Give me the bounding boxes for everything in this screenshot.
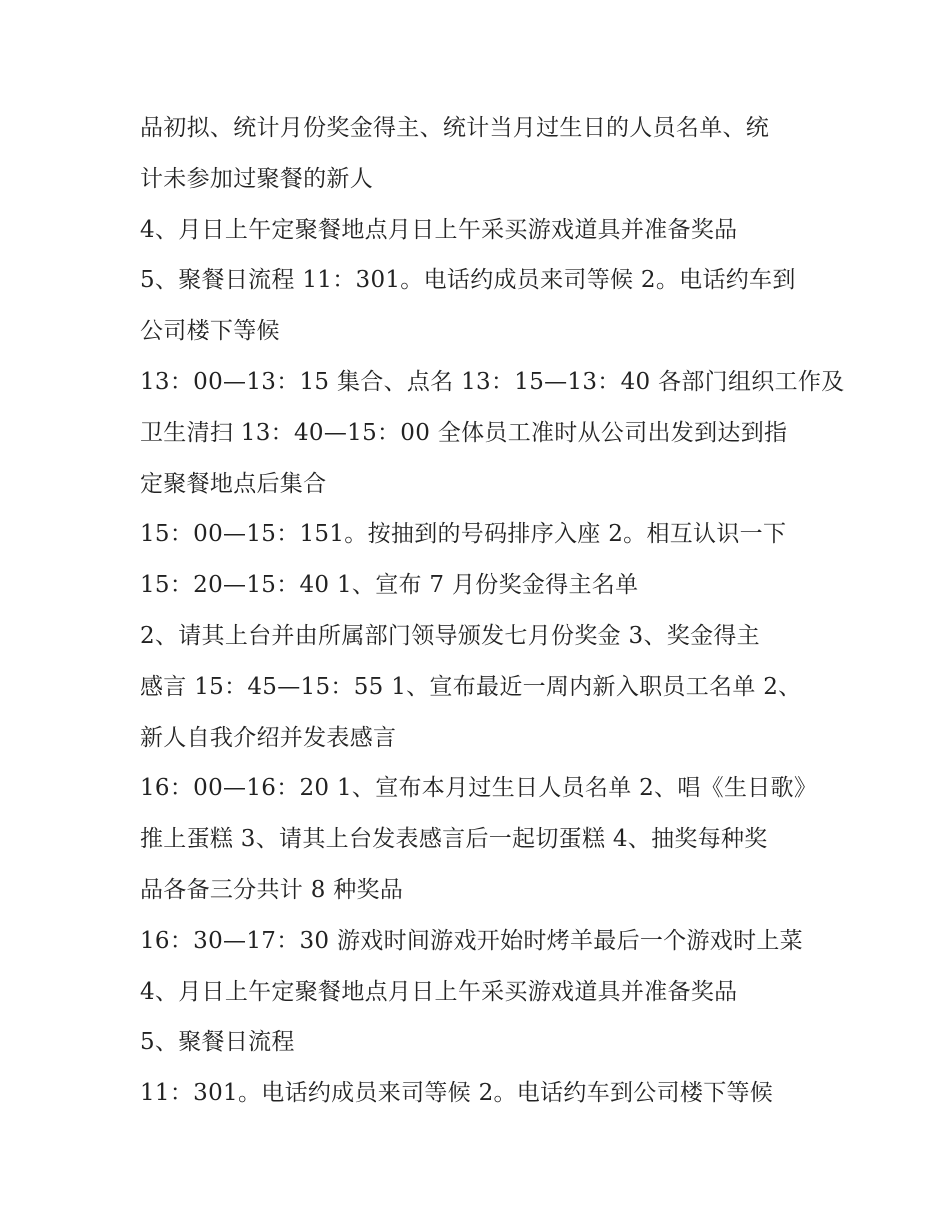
text-line: 推上蛋糕 3、请其上台发表感言后一起切蛋糕 4、抽奖每种奖: [140, 826, 768, 853]
text-line: 品初拟、统计月份奖金得主、统计当月过生日的人员名单、统: [140, 115, 770, 141]
text-line: 新人自我介绍并发表感言: [140, 724, 397, 751]
text-line: 4、月日上午定聚餐地点月日上午采买游戏道具并准备奖品: [140, 978, 738, 1005]
text-line: 卫生清扫 13：40—15：00 全体员工准时从公司出发到达到指: [140, 419, 788, 446]
text-line: 2、请其上台并由所属部门领导颁发七月份奖金 3、奖金得主: [140, 622, 760, 649]
text-line: 4、月日上午定聚餐地点月日上午采买游戏道具并准备奖品: [140, 216, 738, 243]
text-line: 定聚餐地点后集合: [140, 470, 327, 497]
text-line: 5、聚餐日流程 11：301。电话约成员来司等候 2。电话约车到: [140, 267, 796, 294]
text-line: 计未参加过聚餐的新人: [140, 165, 373, 192]
text-line: 品各备三分共计 8 种奖品: [140, 876, 404, 903]
text-line: 感言 15：45—15：55 1、宣布最近一周内新入职员工名单 2、: [140, 673, 802, 700]
text-line: 13：00—13：15 集合、点名 13：15—13：40 各部门组织工作及: [140, 368, 845, 395]
text-line: 16：00—16：20 1、宣布本月过生日人员名单 2、唱《生日歌》: [140, 775, 818, 802]
text-line: 5、聚餐日流程: [140, 1029, 295, 1056]
text-line: 15：20—15：40 1、宣布 7 月份奖金得主名单: [140, 572, 639, 599]
text-line: 公司楼下等候: [140, 318, 280, 345]
text-line: 16：30—17：30 游戏时间游戏开始时烤羊最后一个游戏时上菜: [140, 927, 803, 954]
text-line: 11：301。电话约成员来司等候 2。电话约车到公司楼下等候: [140, 1080, 774, 1107]
text-line: 15：00—15：151。按抽到的号码排序入座 2。相互认识一下: [140, 521, 787, 548]
document-body: [140, 103, 845, 1119]
